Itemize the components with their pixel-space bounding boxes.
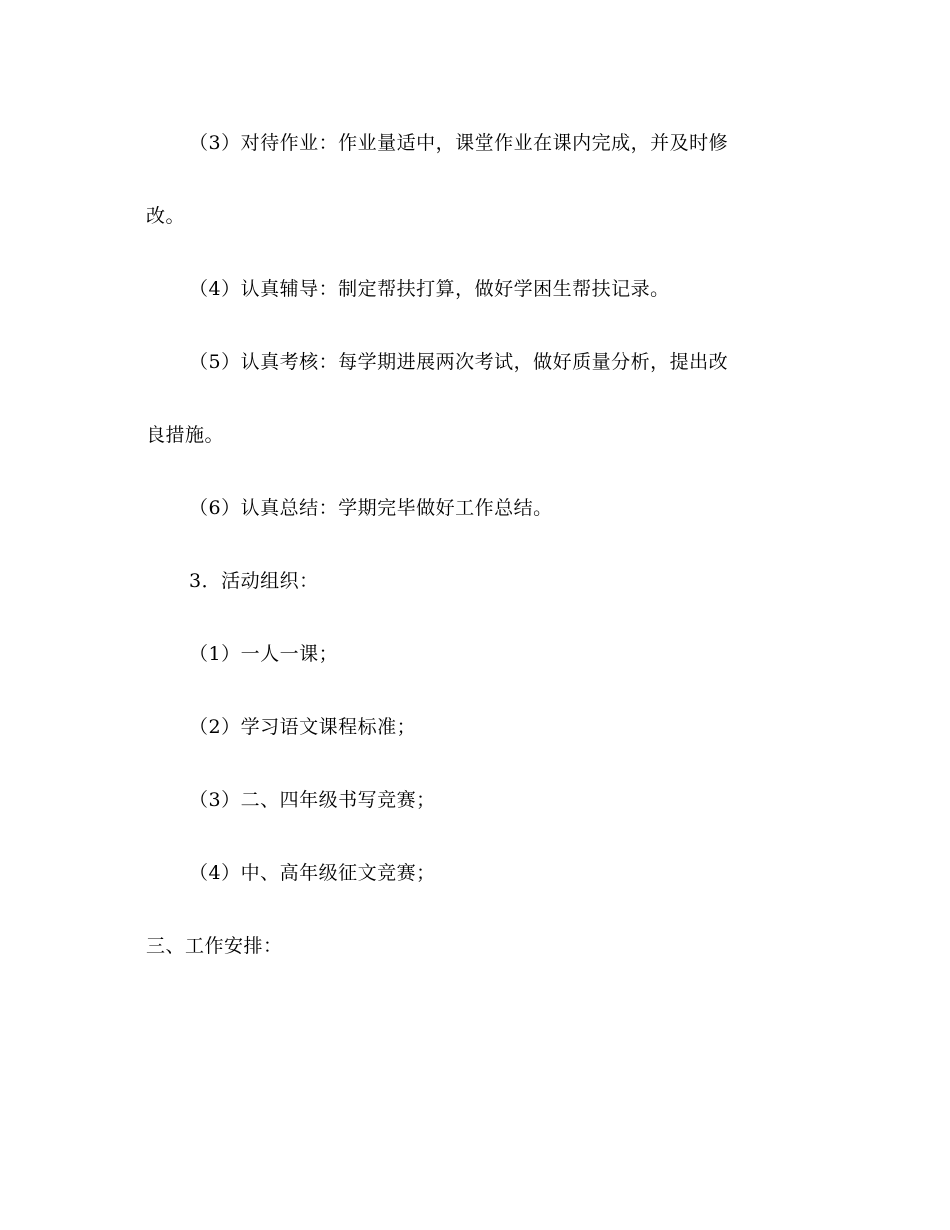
section-heading-work-plan: 三、工作安排： <box>146 935 283 957</box>
paragraph-summary: （6）认真总结：学期完毕做好工作总结。 <box>189 497 553 519</box>
list-item-curriculum: （2）学习语文课程标准； <box>189 716 417 738</box>
list-item-essay-contest: （4）中、高年级征文竞赛； <box>189 862 436 884</box>
list-item-lesson: （1）一人一课； <box>189 643 339 665</box>
section-heading-activities: 3．活动组织： <box>189 570 319 592</box>
paragraph-homework-line2: 改。 <box>146 205 186 227</box>
paragraph-tutoring: （4）认真辅导：制定帮扶打算，做好学困生帮扶记录。 <box>189 278 670 300</box>
paragraph-assessment-line2: 良措施。 <box>146 424 225 446</box>
list-item-writing-contest: （3）二、四年级书写竞赛； <box>189 789 436 811</box>
paragraph-homework-line1: （3）对待作业：作业量适中，课堂作业在课内完成，并及时修 <box>189 132 729 154</box>
paragraph-assessment-line1: （5）认真考核：每学期进展两次考试，做好质量分析，提出改 <box>189 351 729 373</box>
